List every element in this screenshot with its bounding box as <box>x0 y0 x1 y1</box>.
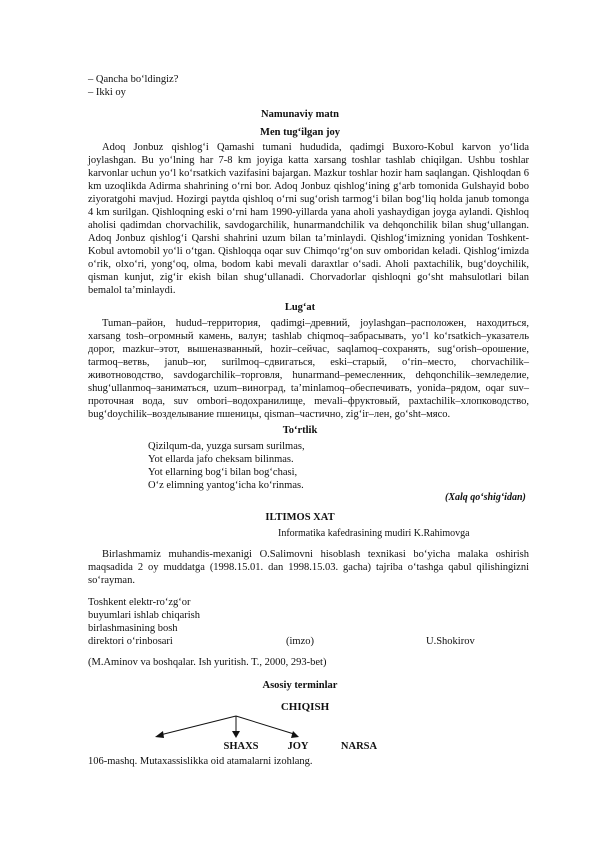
dialog-line-2: – Ikki oy <box>88 87 126 98</box>
heading-iltimos-xat: ILTIMOS XAT <box>265 512 335 523</box>
diagram-child-joy: JOY <box>287 741 309 752</box>
sender-line-1: Toshkent elektr-ro‘zg‘or <box>88 597 191 608</box>
heading-men-tugilgan-joy: Men tug‘ilgan joy <box>260 127 340 138</box>
heading-namunaviy: Namunaviy matn <box>261 109 339 120</box>
heading-lugat: Lug‘at <box>284 302 316 313</box>
signature-placeholder: (imzo) <box>286 636 314 647</box>
main-paragraph: Adoq Jonbuz qishlog‘i Qamashi tumani hududida, qadimgi Buxoro-Kobul karvon yo‘lida joylashgan. Bu yo‘lning har 7-8 km joyiga katta xarsang toshlar tashlab chiqilgan. Ushbu toshlar karvonlar uchun yo‘l ko‘rsatkich vazifasini bajargan. Mazkur toshlar hozir ham saqlangan. Qishloqdan 6 km uzoqlikda Adirma shahrining o‘rni bor. Adoq Jonbuz qishlog‘ining g‘arb tomonida Gulshayid bobo ziyoratgohi mavjud. Hozirgi paytda qishloq o‘rni sug‘orish tarmog‘i bilan bog‘liq holda janub tomonga 4 km surilgan. Qishloqning eski o‘rni ham 1990-yillarda yana aholi yashaydigan joyga aylandi. Qishloq aholisi qadimdan chorvachilik, savdogarchilik, hunarmandchilik va dehqonchilik bilan shug‘ullangan. Adoq Jonbuz qishlog‘i Qarshi shahrini uzum bilan ta’minlaydi. Qishlog‘imizning yonidan Toshkent-Kobul avtomobil yo‘li o‘tgan. Qishloqqa oqar suv Chimqo‘rg‘on suv omboridan keladi. Qishlog‘imizda o‘rik, olxo‘ri, yong‘oq, olma, bodom kabi mevali daraxtlar o‘sadi. Aholi paxtachilik, bug‘doychilik, qisman kunjut, zig‘ir ekish bilan shug‘ullanadi. Chorvadorlar qishloqni go‘sht mahsulotlari bilan bemalol ta’minlaydi. <box>88 142 529 296</box>
letter-recipient: Informatika kafedrasining mudiri K.Rahimovga <box>278 528 470 539</box>
diagram-arrow-left <box>155 731 164 738</box>
diagram-child-narsa: NARSA <box>340 741 378 752</box>
heading-asosiy-terminlar: Asosiy terminlar <box>262 680 338 691</box>
exercise-106: 106-mashq. Mutaxassislikka oid atamalarni izohlang. <box>88 756 313 767</box>
citation: (M.Aminov va boshqalar. Ish yuritish. T., 2000, 293-bet) <box>88 657 327 668</box>
letter-body: Birlashmamiz muhandis-mexanigi O.Salimovni hisoblash texnikasi bo‘yicha malaka oshirish maqsadida 2 oy muddatga (1998.15.01. dan 1998.15.03. gacha) tajriba o‘tashga qabul qilishingizni so‘rayman. <box>88 549 529 586</box>
poem-line-2: Yot ellarda jafo cheksam bilinmas. <box>148 454 294 465</box>
sender-line-2: buyumlari ishlab chiqarish <box>88 610 200 621</box>
sender-line-3: birlashmasining bosh <box>88 623 178 634</box>
poem-line-3: Yot ellarning bog‘i bilan bog‘chasi, <box>148 467 298 478</box>
diagram-root-label: CHIQISH <box>280 701 330 713</box>
diagram-arrow-right <box>291 731 299 738</box>
dialog-line-1: – Qancha bo‘ldingiz? <box>88 74 179 85</box>
diagram-arrow-middle <box>232 731 240 738</box>
diagram-child-shaxs: SHAXS <box>223 741 259 752</box>
vocabulary-paragraph: Tuman–район, hudud–территория, qadimgi–древний, joylashgan–расположен, находиться, xarsang tosh–огромный камень, валун; tashlab chiqmoq–забрасывать, yo‘l ko‘rsatkich–указатель дорог, mazkur–этот, вышеназванный, hozir–сейчас, saqlamoq–сохранять, sug‘orish–орошение, tarmoq–ветвь, janub–юг, surilmoq–сдвигаться, eski–старый, o‘rin–место, chorvachilik–животноводство, savdogarchilik–торговля, hunarmand–ремесленник, dehqonchilik–земледелие, shug‘ullanmoq–заниматься, uzum–виноград, ta’minlamoq–обеспечивать, yonida–рядом, oqar suv–проточная вода, suv ombori–водохранилище, mevali–фруктовый, paxtachilik–хлопководство, bug‘doychilik–возделывание пшеницы, qisman–частично, zig‘ir–лен, go‘sht–мясо. <box>88 318 529 420</box>
poem-source: (Xalq qo‘shig‘idan) <box>445 492 526 503</box>
signer-name: U.Shokirov <box>426 636 475 647</box>
diagram-branch-left <box>160 716 236 735</box>
heading-tortlik: To‘rtlik <box>282 425 318 436</box>
sender-line-4: direktori o‘rinbosari <box>88 636 173 647</box>
diagram-branch-right <box>236 716 294 734</box>
poem-line-1: Qizilqum-da, yuzga sursam surilmas, <box>148 441 305 452</box>
poem-line-4: O‘z elimning yantog‘icha ko‘rinmas. <box>148 480 304 491</box>
